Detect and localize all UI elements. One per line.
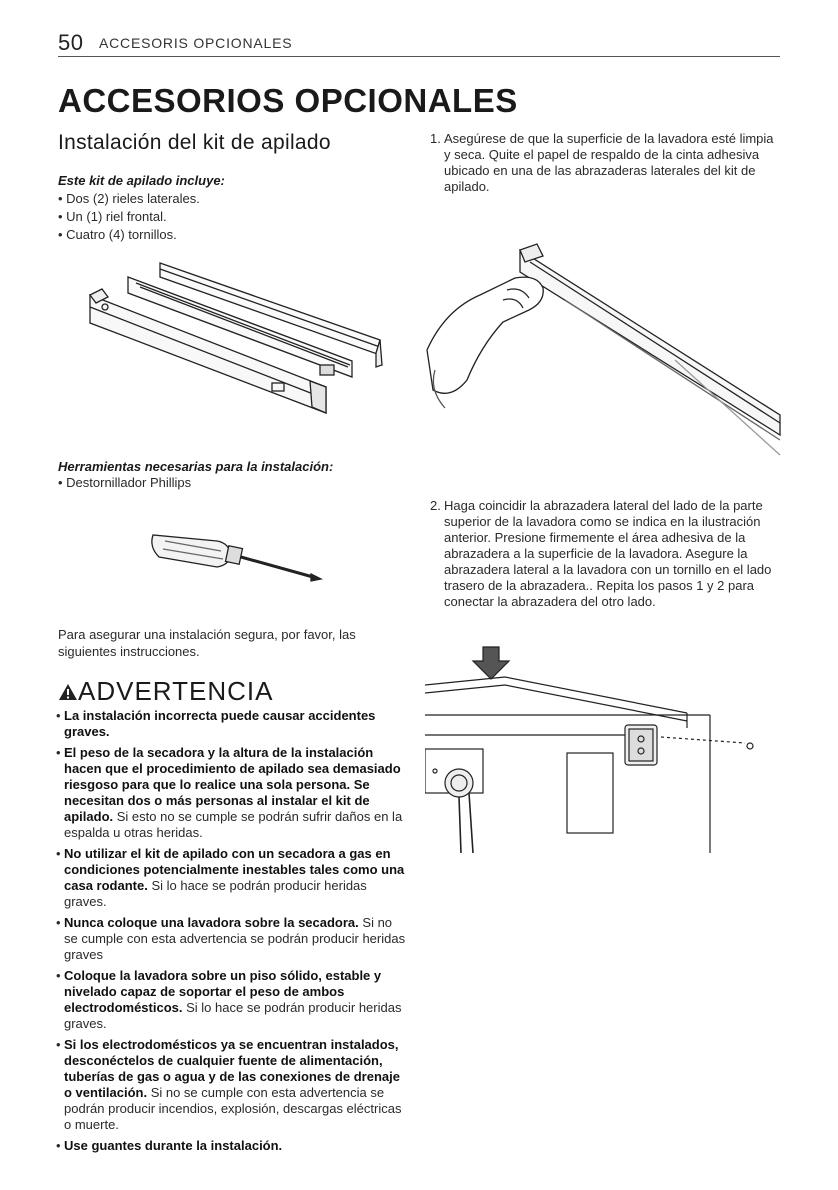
tools-label: Herramientas necesarias para la instalación: [58, 459, 334, 474]
tools-item: • Destornillador Phillips [58, 475, 192, 490]
header-rule [58, 56, 780, 57]
step-text: Asegúrese de que la superficie de la lavadora esté limpia y seca. Quite el papel de respaldo de la cinta adhesiva ubicado en una de las abrazaderas laterales del kit de apilado. [444, 131, 774, 194]
kit-item: • Dos (2) rieles laterales. [58, 191, 200, 206]
kit-item: • Un (1) riel frontal. [58, 209, 167, 224]
warning-item: • El peso de la secadora y la altura de la instalación hacen que el procedimiento de apilado sea demasiado riesgoso para que lo realice una sola persona. Se necesitan dos o más personas al instalar el kit de apilado. Si esto no se cumple se podrán sufrir daños en la espalda u otras heridas. [58, 745, 408, 841]
page-number: 50 [58, 30, 84, 55]
warning-list [58, 708, 408, 1159]
step-number: 1. [430, 131, 441, 146]
arrow-down-icon [473, 647, 509, 679]
page-title: ACCESORIOS OPCIONALES [58, 82, 518, 119]
warning-item: • La instalación incorrecta puede causar accidentes graves. [58, 708, 408, 740]
kit-item: • Cuatro (4) tornillos. [58, 227, 177, 242]
step2-illustration [425, 643, 765, 858]
warning-heading [58, 676, 273, 707]
section-header: ACCESORIS OPCIONALES [99, 35, 293, 51]
warning-item: • Coloque la lavadora sobre un piso sólido, estable y nivelado capaz de soportar el peso de ambos electrodomésticos. Si lo hace se podrán producir heridas graves. [58, 968, 408, 1032]
step-number: 2. [430, 498, 441, 513]
warning-item: • Si los electrodomésticos ya se encuentran instalados, desconéctelos de cualquier fuente de alimentación, tuberías de gas o agua y de las conexiones de drenaje o ventilación. Si no se cumple con esta advertencia se podrán producir incendios, explosión, descargas eléctricas o muerte. [58, 1037, 408, 1133]
step-1 [430, 131, 780, 195]
kit-label: Este kit de apilado incluye: [58, 173, 225, 188]
warning-item: • Nunca coloque una lavadora sobre la secadora. Si no se cumple con esta advertencia se podrán producir heridas graves [58, 915, 408, 963]
rails-illustration [80, 255, 400, 425]
intro-note: Para asegurar una instalación segura, por favor, las siguientes instrucciones. [58, 627, 356, 659]
warning-title: ADVERTENCIA [78, 676, 274, 706]
warning-item: • No utilizar el kit de apilado con un secadora a gas en condiciones potencialmente inestables tales como una casa rodante. Si lo hace se podrán producir heridas graves. [58, 846, 408, 910]
kit-list [58, 190, 200, 244]
warning-item: • Use guantes durante la instalación. [58, 1138, 408, 1154]
step-2 [430, 498, 780, 610]
screwdriver-illustration [145, 525, 325, 590]
step1-illustration [425, 240, 785, 460]
step-text: Haga coincidir la abrazadera lateral del lado de la parte superior de la lavadora como se indica en la ilustración anterior. Presione firmemente el área adhesiva de la abrazadera a la superficie de la lavadora. Asegure la abrazadera lateral a la lavadora con un tornillo en el lado trasero de la abrazadera.. Repita los pasos 1 y 2 para conectar la abrazadera del otro lado. [444, 498, 772, 609]
section-subtitle: Instalación del kit de apilado [58, 131, 331, 154]
warning-icon [58, 683, 78, 701]
tools-list [58, 474, 191, 492]
